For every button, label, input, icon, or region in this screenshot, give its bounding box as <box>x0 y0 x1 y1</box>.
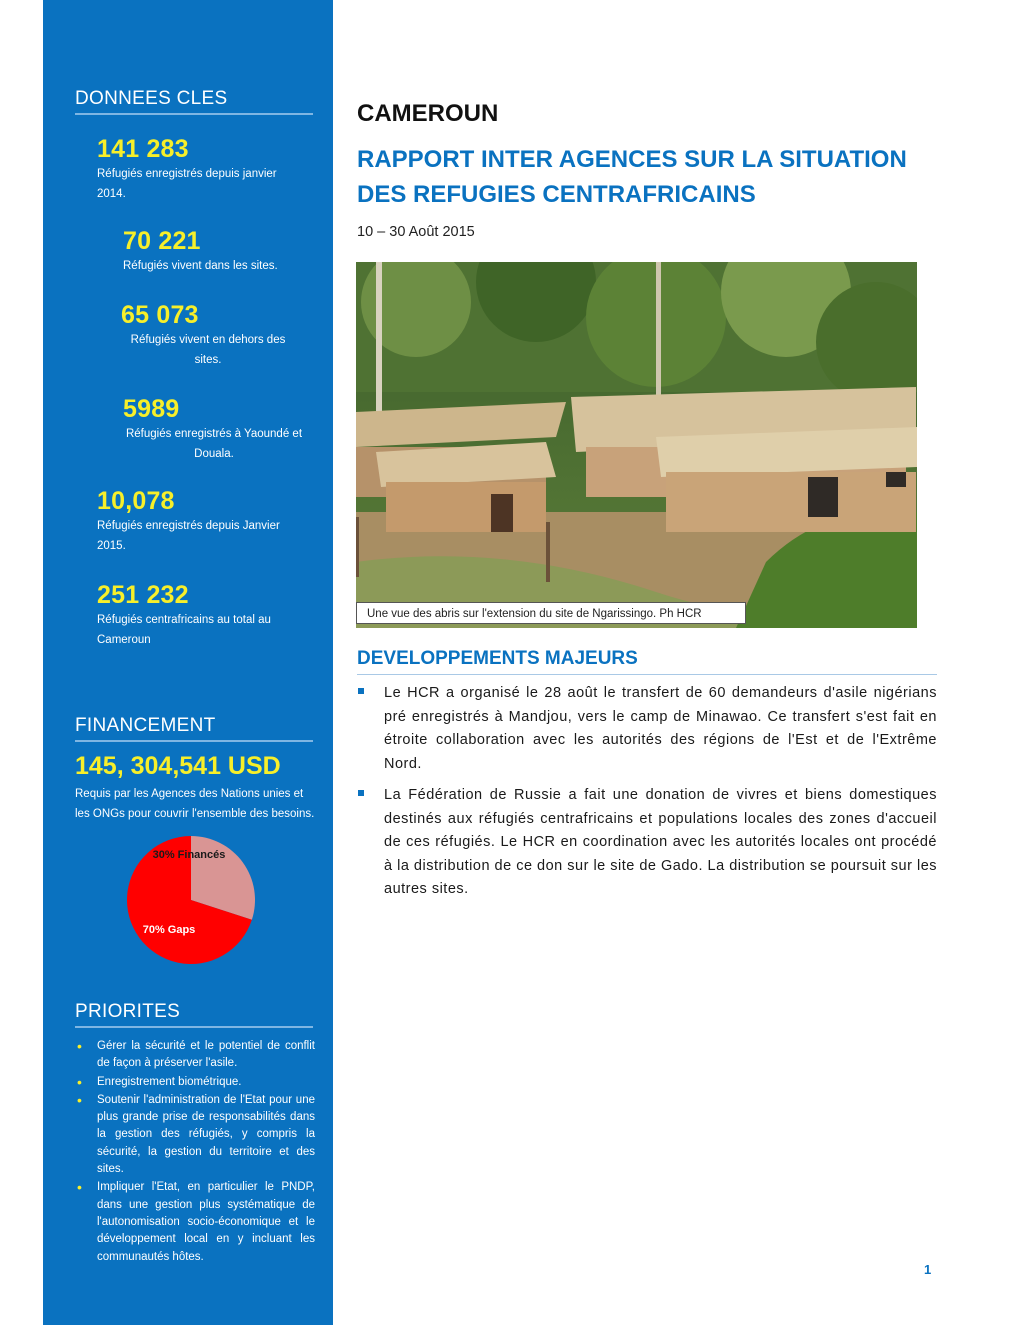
stat-label: Réfugiés vivent en dehors des sites. <box>130 334 286 366</box>
stat-label: Réfugiés enregistrés depuis Janvier 2015. <box>97 520 280 552</box>
funding-heading: FINANCEMENT <box>75 715 313 742</box>
stat-total-cameroon <box>97 580 307 650</box>
stat-registered-since-2015 <box>97 486 307 556</box>
stat-label: Réfugiés centrafricains au total au Cameroun <box>97 614 271 646</box>
stat-registered-since-2014 <box>97 134 307 204</box>
funding-amount: 145, 304,541 USD <box>75 752 281 780</box>
development-item: La Fédération de Russie a fait une donation de vivres et biens domestiques destinés aux réfugiés centrafricains et populations locales des zones d'accueil de ces réfugiés. Le HCR en coordination avec les autorités locales ont procédé à la distribution de ce don sur le site de Gado. La distribution se poursuit sur les autres sites. <box>357 784 937 902</box>
priority-item: • Enregistrement biométrique. <box>75 1074 315 1091</box>
photo-caption: Une vue des abris sur l'extension du site de Ngarissingo. Ph HCR <box>356 602 746 624</box>
stat-value: 141 283 <box>97 135 189 163</box>
developments-heading: DEVELOPPEMENTS MAJEURS <box>357 648 937 675</box>
priorities-heading: PRIORITES <box>75 1001 313 1028</box>
key-data-heading: DONNEES CLES <box>75 88 313 115</box>
development-item: Le HCR a organisé le 28 août le transfert de 60 demandeurs d'asile nigérians pré enregistrés à Mandjou, vers le camp de Minawao. Ce transfert s'est fait en étroite collaboration avec les autorités des régions de l'Est et de l'Extrême Nord. <box>357 682 937 776</box>
priority-item: • Soutenir l'administration de l'Etat pour une plus grande prise de responsabilités dans la gestion des réfugiés, y compris la sécurité, la gestion du territoire et des sites. <box>75 1092 315 1178</box>
report-title: RAPPORT INTER AGENCES SUR LA SITUATION DES REFUGIES CENTRAFRICAINS <box>357 146 907 208</box>
stat-value: 10,078 <box>97 487 175 515</box>
sidebar <box>43 0 333 1325</box>
stat-label: Réfugiés vivent dans les sites. <box>123 260 278 272</box>
stat-value: 251 232 <box>97 581 189 609</box>
stat-value: 5989 <box>123 395 180 423</box>
priority-item: • Gérer la sécurité et le potentiel de conflit de façon à préserver l'asile. <box>75 1038 315 1073</box>
funding-pie-chart <box>123 832 259 968</box>
stat-label: Réfugiés enregistrés depuis janvier 2014. <box>97 168 277 200</box>
report-dates: 10 – 30 Août 2015 <box>357 224 475 240</box>
funding-description: Requis par les Agences des Nations unies et les ONGs pour couvrir l'ensemble des besoins. <box>75 788 315 820</box>
stat-label: Réfugiés enregistrés à Yaoundé et Douala. <box>125 428 303 460</box>
page-number: 1 <box>924 1262 932 1277</box>
stat-value: 65 073 <box>121 301 199 329</box>
stat-value: 70 221 <box>123 227 201 255</box>
country-heading: CAMEROUN <box>357 100 499 127</box>
stat-living-outside-sites <box>121 300 295 370</box>
stat-living-in-sites <box>123 226 313 276</box>
priority-item: • Impliquer l'Etat, en particulier le PNDP, dans une gestion plus systématique de l'autonomisation socio-économique et le développement local en y incluant les communautés hôtes. <box>75 1179 315 1265</box>
priorities-list <box>75 1038 315 1267</box>
developments-list <box>357 682 937 910</box>
refugee-camp-photo <box>356 262 917 628</box>
pie-label-funded: 30% Financés <box>152 849 226 861</box>
stat-yaounde-douala <box>123 394 305 464</box>
pie-label-gaps: 70% Gaps <box>142 924 196 936</box>
